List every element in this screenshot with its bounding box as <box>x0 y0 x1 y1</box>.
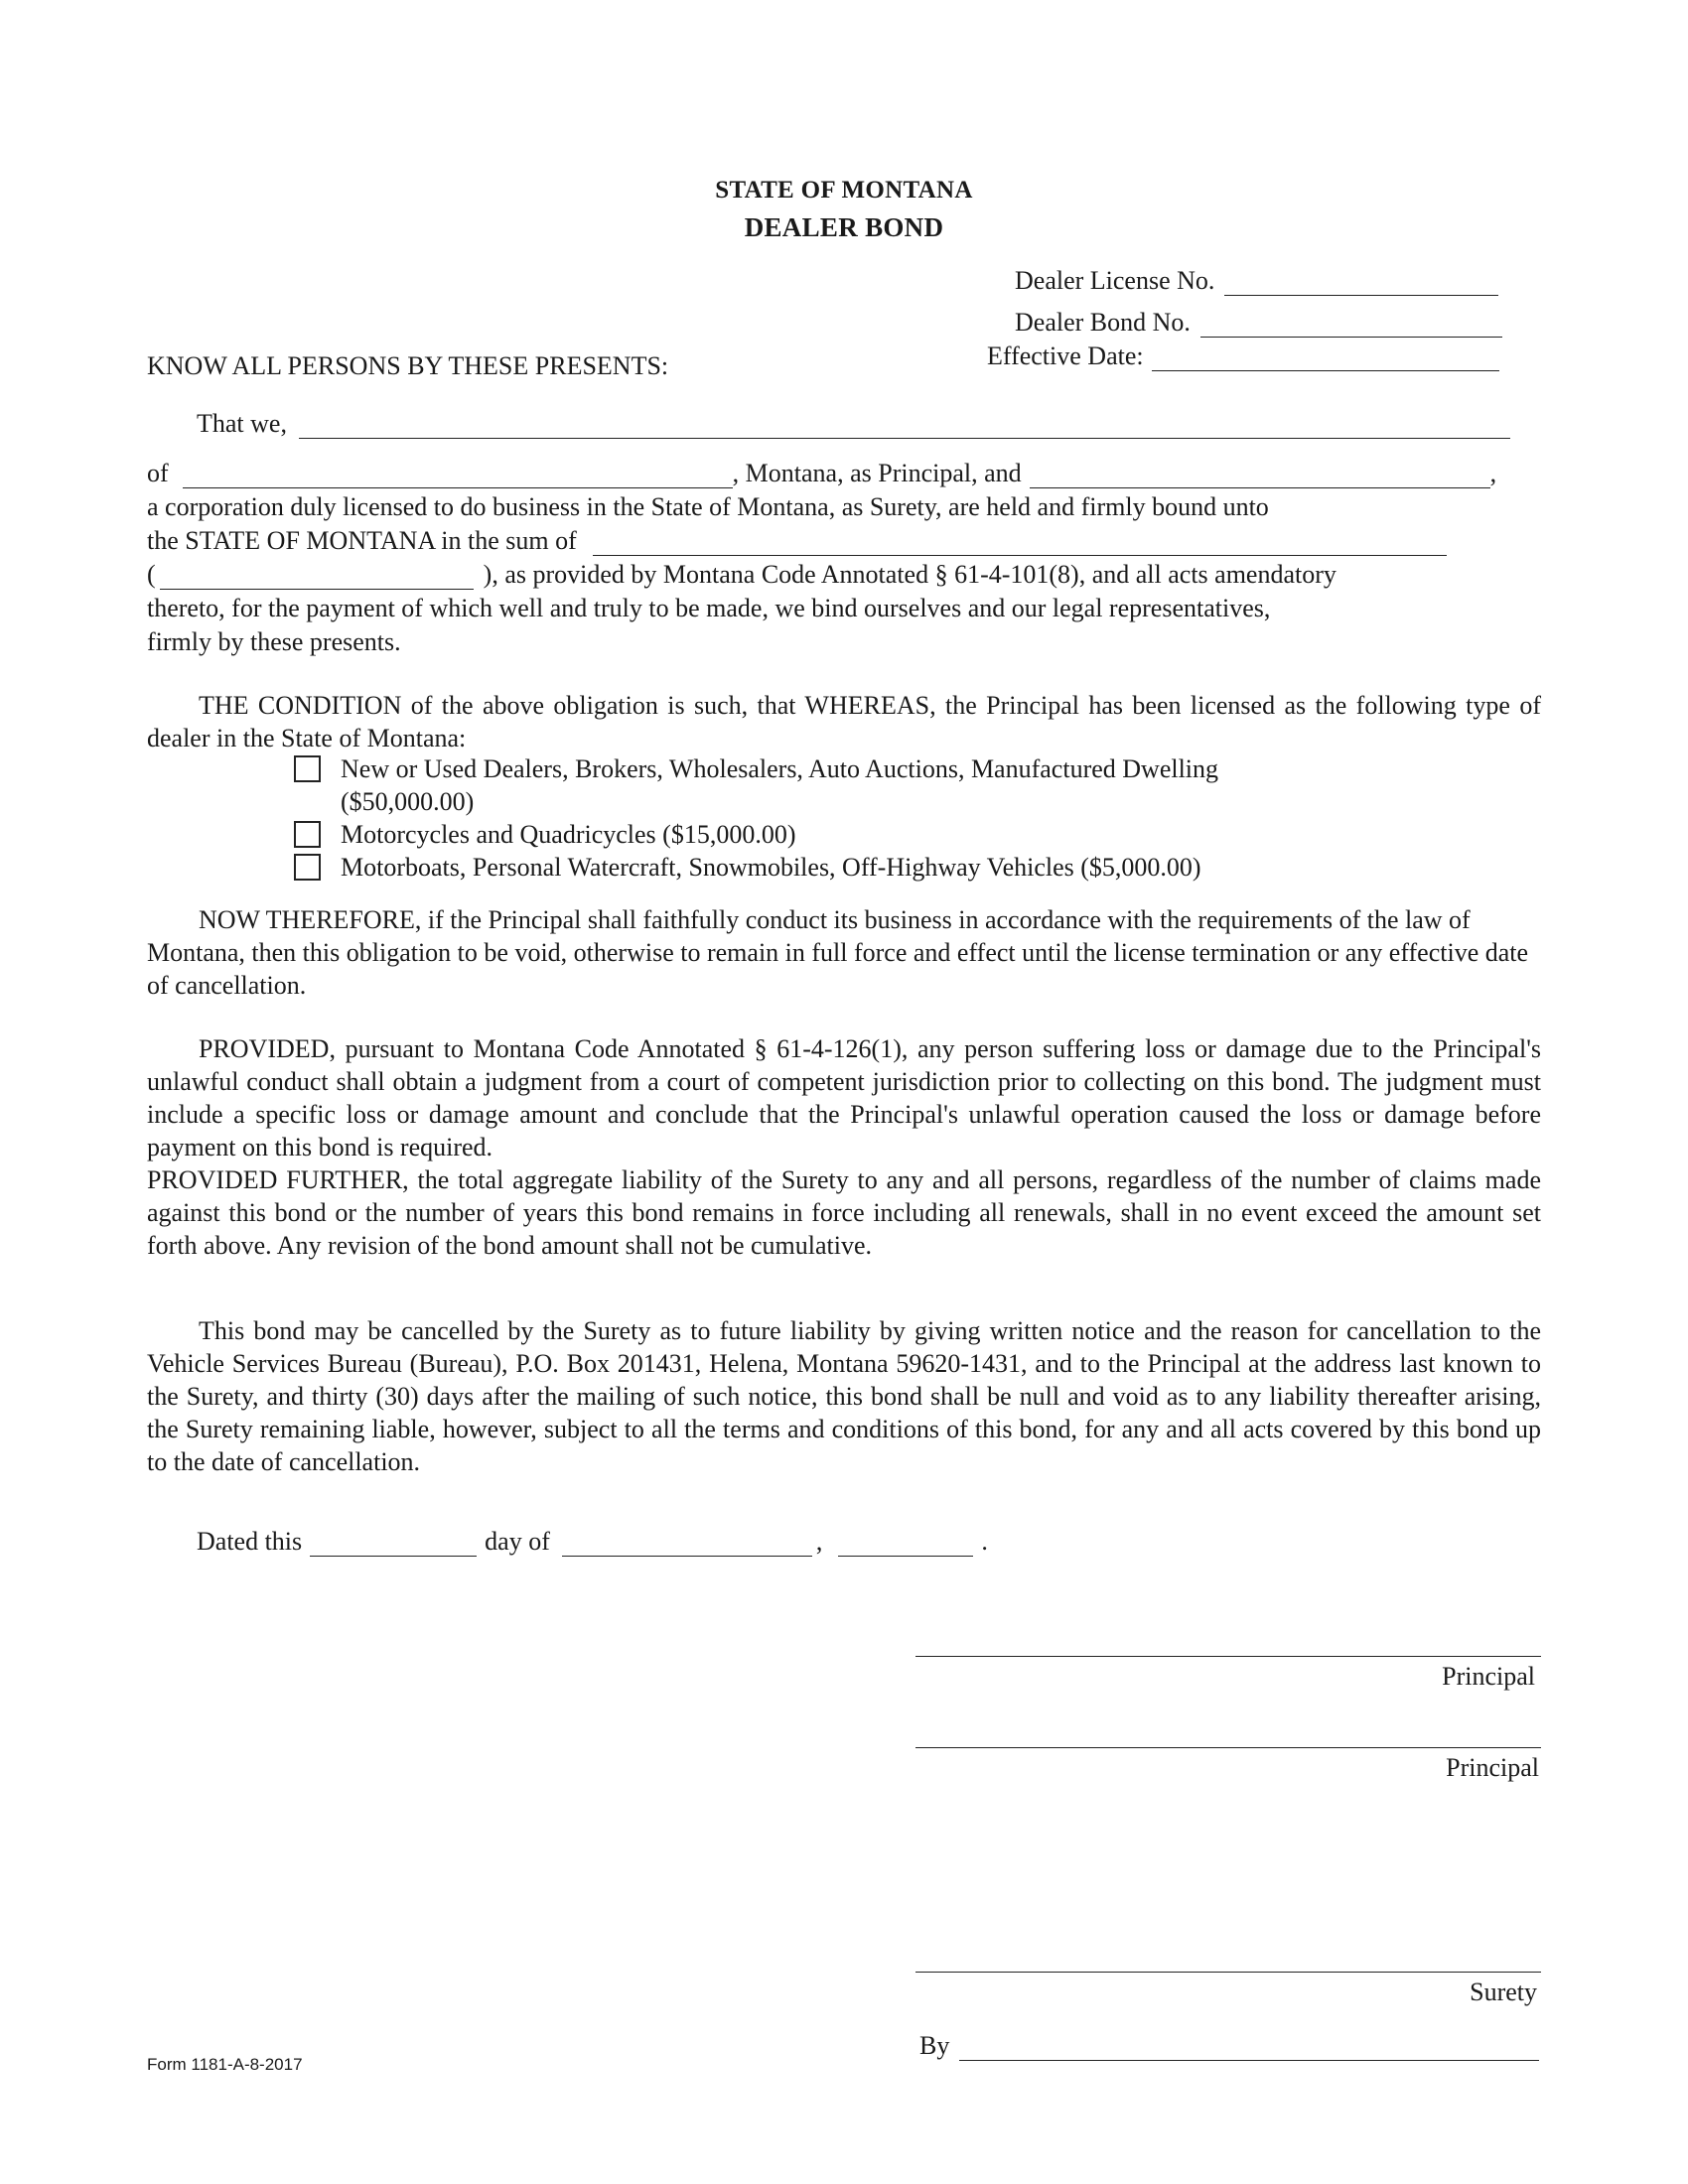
that-we-row <box>197 409 1510 439</box>
effective-date-field <box>987 341 1499 371</box>
sum-figures-input[interactable] <box>160 565 474 590</box>
option-motorboats <box>294 851 1201 884</box>
form-title-state: STATE OF MONTANA <box>715 177 973 204</box>
know-all-persons: KNOW ALL PERSONS BY THESE PRESENTS: <box>147 351 669 380</box>
bond-number-input[interactable] <box>1200 313 1502 338</box>
option-new-used-label: New or Used Dealers, Brokers, Wholesalers, Auto Auctions, Manufactured Dwelling <box>341 754 1219 783</box>
sum-figures-row <box>147 560 1336 590</box>
form-title-dealer-bond: DEALER BOND <box>744 212 944 242</box>
dated-period: . <box>981 1527 988 1556</box>
provided-paragraph: PROVIDED, pursuant to Montana Code Annotated § 61-4-126(1), any person suffering loss or damage due to the Principal's unlawful conduct shall obtain a judgment from a court of competent jurisdiction prior to collecting on this bond. The judgment must include a specific loss or damage amount and conclude that the Principal's unlawful operation caused the loss or damage before payment on this bond is required. <box>147 1034 1541 1161</box>
license-number-label: Dealer License No. <box>1015 266 1215 295</box>
motorcycles-checkbox[interactable] <box>294 821 321 848</box>
motorboats-checkbox[interactable] <box>294 854 321 881</box>
of-row <box>147 459 1496 488</box>
form-number: Form 1181-A-8-2017 <box>147 2055 303 2074</box>
effective-date-input[interactable] <box>1152 346 1499 371</box>
condition-paragraph: THE CONDITION of the above obligation is such, that WHEREAS, the Principal has been licensed as the following type of dealer in the State of Montana: <box>147 691 1541 752</box>
principal-signature-line-2[interactable] <box>915 1747 1541 1748</box>
principal-signature-line-1[interactable] <box>915 1656 1541 1657</box>
bond-number-field <box>1015 308 1502 338</box>
provided-further-paragraph: PROVIDED FURTHER, the total aggregate liability of the Surety to any and all persons, regardless of the number of claims made against this bond or the number of years this bond remains in force including all renewals, shall in no event exceed the amount set forth above. Any revision of the bond amount shall not be cumulative. <box>147 1165 1541 1260</box>
dated-day-input[interactable] <box>310 1532 477 1557</box>
option-new-used-dealers <box>294 752 1218 818</box>
sum-row <box>147 526 1447 556</box>
by-row <box>919 2031 1539 2061</box>
license-number-input[interactable] <box>1224 271 1498 296</box>
principal-label-2: Principal <box>1446 1753 1539 1782</box>
open-paren: ( <box>147 560 156 589</box>
by-label: By <box>919 2031 950 2060</box>
dated-this-label: Dated this <box>197 1527 303 1556</box>
obligation-line6: thereto, for the payment of which well and truly to be made, we bind ourselves and our legal representatives, <box>147 594 1271 622</box>
of-row-comma: , <box>1489 459 1497 487</box>
bond-number-label: Dealer Bond No. <box>1015 308 1191 337</box>
effective-date-label: Effective Date: <box>987 341 1144 370</box>
cancellation-paragraph: This bond may be cancelled by the Surety as to future liability by giving written notice and the reason for cancellation to the Vehicle Services Bureau (Bureau), P.O. Box 201431, Helena, Montana 59620-1431, and to the Principal at the address last known to the Surety, and thirty (30) days after the mailing of such notice, this bond shall be null and void as to any liability thereafter arising, the Surety remaining liable, however, subject to all the terms and conditions of this bond, for any and all acts covered by this bond up to the date of cancellation. <box>147 1316 1541 1476</box>
principal-city-input[interactable] <box>183 464 733 488</box>
sum-words-input[interactable] <box>593 531 1447 556</box>
dated-year-input[interactable] <box>838 1532 973 1557</box>
surety-label: Surety <box>1470 1978 1537 2006</box>
of-label: of <box>147 459 169 487</box>
option-motorboats-label: Motorboats, Personal Watercraft, Snowmobiles, Off-Highway Vehicles ($5,000.00) <box>341 853 1201 882</box>
option-motorcycles-label: Motorcycles and Quadricycles ($15,000.00) <box>341 820 796 849</box>
new-used-dealers-checkbox[interactable] <box>294 755 321 782</box>
now-therefore-paragraph: NOW THEREFORE, if the Principal shall faithfully conduct its business in accordance with the requirements of the law of Montana, then this obligation to be void, otherwise to remain in full force and effect until the license termination or any effective date of cancellation. <box>147 905 1529 1000</box>
obligation-line7: firmly by these presents. <box>147 627 401 656</box>
by-signature-input[interactable] <box>959 2036 1539 2061</box>
option-new-used-amount: ($50,000.00) <box>341 787 475 816</box>
dated-comma: , <box>815 1527 823 1556</box>
option-motorcycles <box>294 818 795 851</box>
surety-name-input[interactable] <box>1030 464 1490 488</box>
principal-label-1: Principal <box>1442 1662 1535 1691</box>
sum-label: the STATE OF MONTANA in the sum of <box>147 526 577 555</box>
statute-text: ), as provided by Montana Code Annotated § 61-4-101(8), and all acts amendatory <box>483 560 1336 589</box>
that-we-label: That we, <box>197 409 287 438</box>
surety-signature-line[interactable] <box>915 1972 1541 1973</box>
montana-principal-text: , Montana, as Principal, and <box>732 459 1022 487</box>
principal-name-input[interactable] <box>299 414 1510 439</box>
dated-row <box>197 1527 988 1557</box>
day-of-label: day of <box>485 1527 550 1556</box>
obligation-line3: a corporation duly licensed to do business in the State of Montana, as Surety, are held and firmly bound unto <box>147 492 1269 521</box>
license-number-field <box>1015 266 1498 296</box>
dated-month-input[interactable] <box>562 1532 812 1557</box>
